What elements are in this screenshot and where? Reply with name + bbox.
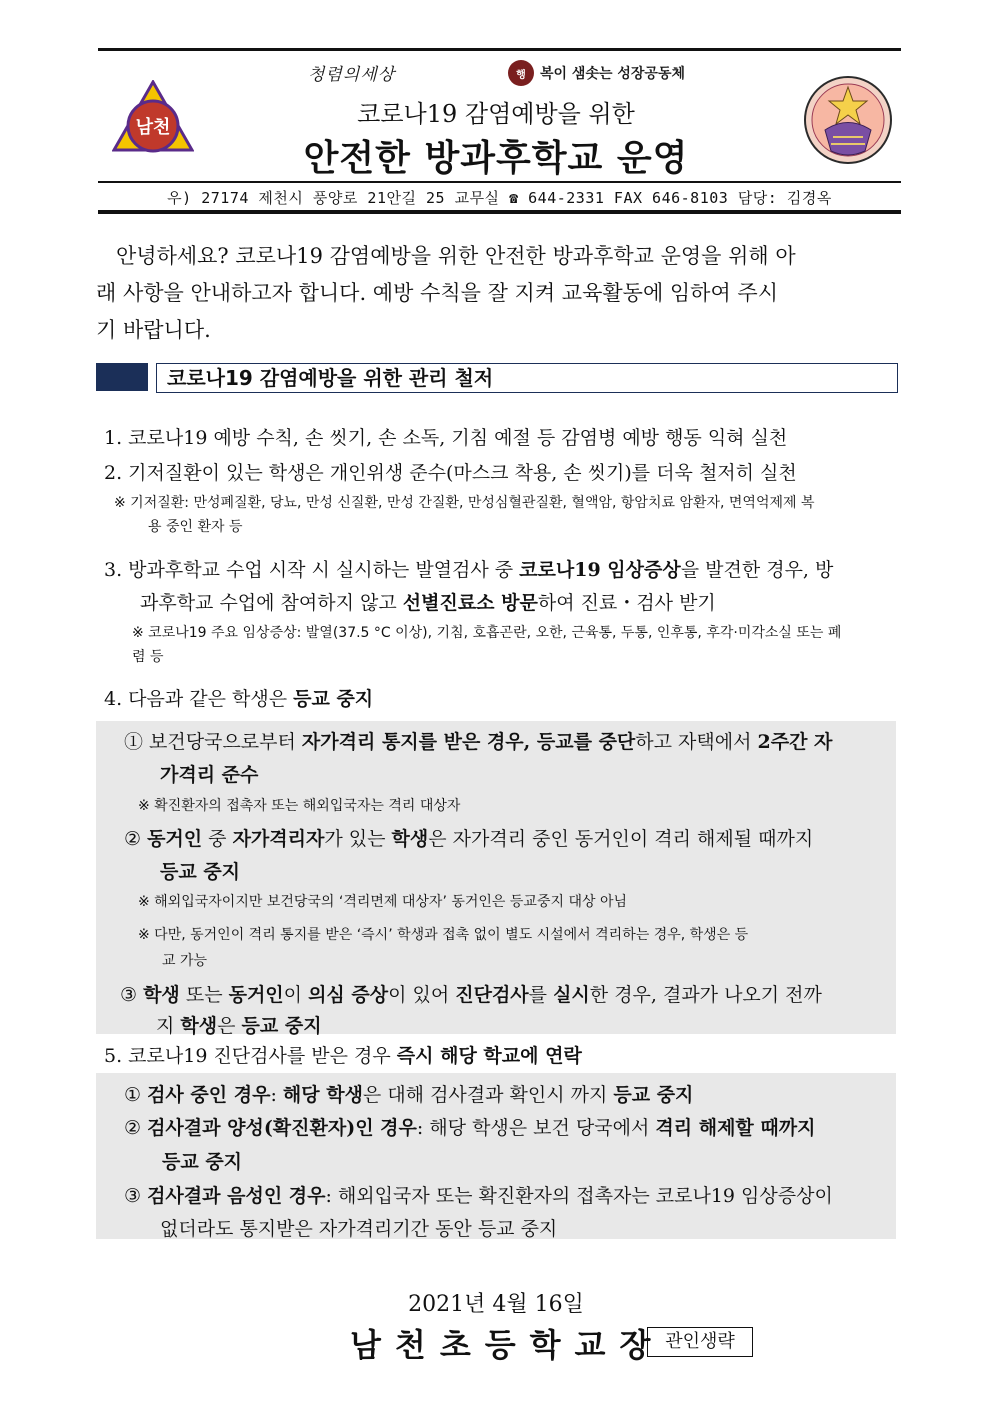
list-item-note: ※ 기저질환: 만성폐질환, 당뇨, 만성 신질환, 만성 간질환, 만성심혈관질환, 혈액암, 항암치료 암환자, 면역억제제 복: [114, 495, 815, 511]
sub-item-continuation: 가격리 준수: [160, 764, 259, 786]
school-address: 우) 27174 제천시 풍양로 21안길 25 교무실 ☎ 644-2331 FAX 646-8103 담당: 김경옥: [167, 189, 832, 207]
list-item: 2. 기저질환이 있는 학생은 개인위생 준수(마스크 착용, 손 씻기)를 더욱 철저히 실천: [104, 462, 797, 484]
list-item-note: ※ 코로나19 주요 임상증상: 발열(37.5 °C 이상), 기침, 호흡곤란, 오한, 근육통, 두통, 인후통, 후각·미각소실 또는 폐: [132, 625, 842, 641]
sub-item-continuation: 지 학생은 등교 중지: [156, 1015, 322, 1037]
sub-item: ③ 학생 또는 동거인이 의심 증상이 있어 진단검사를 실시한 경우, 결과가 나오기 전까: [120, 984, 822, 1006]
seal-omitted-box: 관인생략: [647, 1327, 753, 1357]
sub-item-note: 교 가능: [162, 953, 208, 969]
slogan-growth-text: 복이 샘솟는 성장공동체: [540, 66, 685, 82]
intro-paragraph: [96, 238, 900, 349]
intro-line: 기 바랍니다.: [96, 318, 211, 342]
header-top-rule: [98, 48, 901, 51]
sub-item: ① 보건당국으로부터 자가격리 통지를 받은 경우, 등교를 중단하고 자택에서 2주간 자: [124, 731, 833, 753]
sub-item-continuation: 등교 중지: [162, 1151, 243, 1173]
document-date: 2021년 4월 16일: [408, 1292, 584, 1317]
intro-line: 래 사항을 안내하고자 합니다. 예방 수칙을 잘 지켜 교육활동에 임하여 주시: [96, 281, 779, 305]
sub-item-continuation: 등교 중지: [160, 861, 241, 883]
sub-item: ② 동거인 중 자가격리자가 있는 학생은 자가격리 중인 동거인이 격리 해제될 때까지: [124, 828, 814, 850]
document-subtitle: 코로나19 감염예방을 위한: [357, 100, 635, 128]
intro-line: 안녕하세요? 코로나19 감염예방을 위한 안전한 방과후학교 운영을 위해 아: [116, 244, 796, 268]
sub-item: ② 검사결과 양성(확진환자)인 경우: 해당 학생은 보건 당국에서 격리 해제할 때까지: [124, 1117, 816, 1139]
list-item: 5. 코로나19 진단검사를 받은 경우 즉시 해당 학교에 연락: [104, 1045, 582, 1067]
sub-item-continuation: 없더라도 통지받은 자가격리기간 동안 등교 중지: [160, 1218, 558, 1240]
list-item: 4. 다음과 같은 학생은 등교 중지: [104, 688, 374, 710]
header-bottom-rule: [98, 210, 901, 214]
sub-item-note: ※ 다만, 동거인이 격리 통지를 받은 ‘즉시’ 학생과 접촉 없이 별도 시설에서 격리하는 경우, 학생은 등: [138, 927, 749, 943]
sub-item-note: ※ 해외입국자이지만 보건당국의 ‘격리면제 대상자’ 동거인은 등교중지 대상 아님: [138, 894, 627, 910]
slogan-growth: [508, 60, 685, 86]
list-item-note: 용 중인 환자 등: [148, 519, 243, 535]
list-item-continuation: 과후학교 수업에 참여하지 않고 선별진료소 방문하여 진료・검사 받기: [140, 592, 716, 614]
list-item: 3. 방과후학교 수업 시작 시 실시하는 발열검사 중 코로나19 임상증상을 발견한 경우, 방: [104, 559, 834, 581]
sub-item-note: ※ 확진환자의 접촉자 또는 해외입국자는 격리 대상자: [138, 798, 461, 814]
list-item-note: 렴 등: [132, 649, 164, 665]
sub-item: ① 검사 중인 경우: 해당 학생은 대해 검사결과 확인시 까지 등교 중지: [124, 1084, 694, 1106]
sub-item: ③ 검사결과 음성인 경우: 해외입국자 또는 확진환자의 접촉자는 코로나19 임상증상이: [124, 1185, 833, 1207]
section-title: 코로나19 감염예방을 위한 관리 철저: [156, 363, 898, 393]
slogan-integrity: 청렴의세상: [308, 65, 396, 85]
header-mid-rule: [98, 181, 901, 183]
signer-name: 남천초등학교장: [350, 1326, 665, 1364]
document-title: 안전한 방과후학교 운영: [303, 137, 689, 179]
section-accent-bar: [96, 363, 148, 391]
happiness-badge-icon: 행: [508, 60, 534, 86]
school-emblem-text: 남천: [135, 117, 171, 138]
list-item: 1. 코로나19 예방 수칙, 손 씻기, 손 소독, 기침 예절 등 감염병 예방 행동 익혀 실천: [104, 427, 788, 449]
